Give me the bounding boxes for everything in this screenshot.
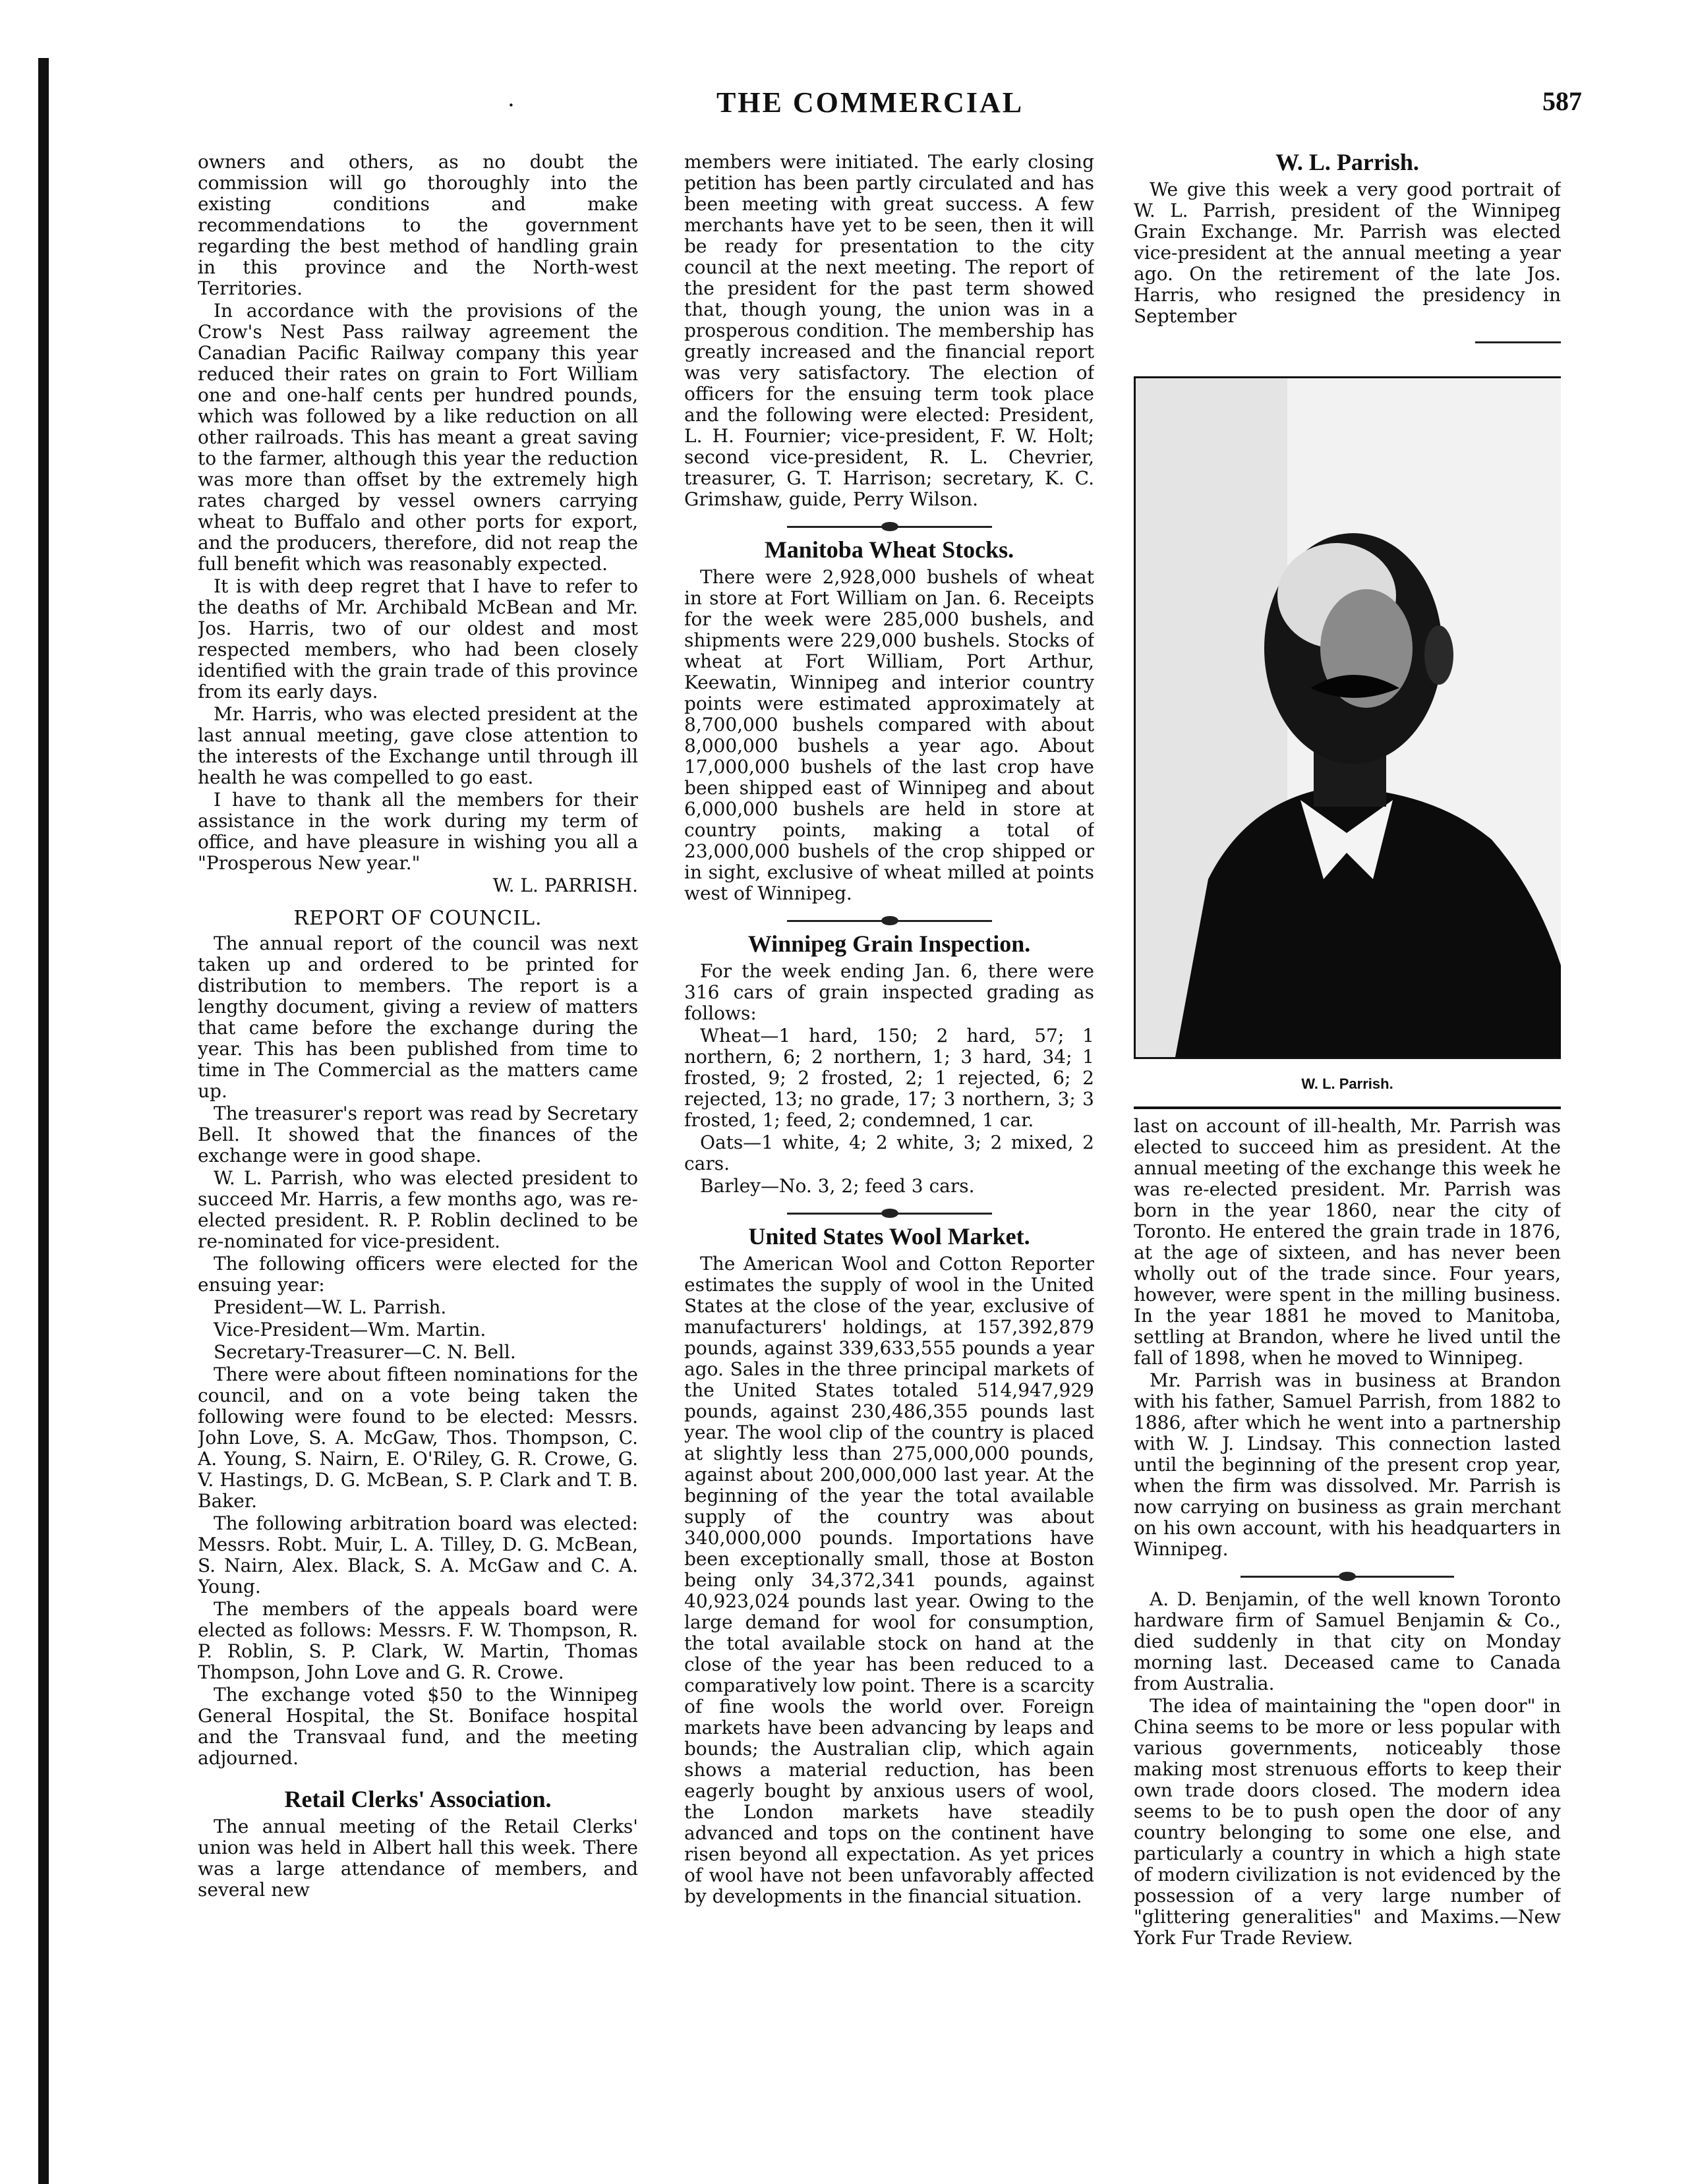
column-3 <box>1134 152 1561 2162</box>
portrait-photo <box>1134 376 1561 1059</box>
header-dot: . <box>508 86 515 112</box>
portrait-illustration <box>1136 378 1561 1057</box>
paragraph: W. L. Parrish, who was elected president to succeed Mr. Harris, a few months ago, was re-elected president. R. P. Roblin declined to be re-nominated for vice-president. <box>198 1167 638 1252</box>
section-separator <box>1134 1569 1561 1584</box>
paragraph: The exchange voted $50 to the Winnipeg General Hospital, the St. Boniface hospital and the Transvaal fund, and the meeting adjourned. <box>198 1684 638 1769</box>
wheat-stocks-heading: Manitoba Wheat Stocks. <box>764 536 1014 563</box>
paragraph: The annual report of the council was next taken up and ordered to be printed for distribution to members. The report is a lengthy document, giving a review of matters that came before the exchange during the year. This has been published from time to time in The Commercial as the matters came up. <box>198 933 638 1102</box>
paragraph: The following arbitration board was elected: Messrs. Robt. Muir, L. A. Tilley, D. G. McBean, S. Nairn, Alex. Black, S. A. McGaw and C. A. Young. <box>198 1512 638 1597</box>
paragraph: In accordance with the provisions of the Crow's Nest Pass railway agreement the Canadian Pacific Railway company this year reduced their rates on grain to Fort William one and one-half cents per hundred pounds, which was followed by a like reduction on all other railroads. This has meant a great saving to the farmer, although this year the reduction was more than offset by the extremely high rates charged by vessel owners carrying wheat to Buffalo and other ports for export, and the producers, therefore, did not reap the full benefit which was reasonably expected. <box>198 300 638 575</box>
column-1 <box>198 152 638 2162</box>
wool-market-heading: United States Wool Market. <box>748 1223 1030 1250</box>
portrait-caption: W. L. Parrish. <box>1301 1076 1393 1092</box>
officer-line: Secretary-Treasurer—C. N. Bell. <box>214 1341 516 1363</box>
section-separator <box>684 913 1094 928</box>
paragraph: The American Wool and Cotton Reporter estimates the supply of wool in the United States at the close of the year, exclusive of manufacturers' holdings, at 157,392,879 pounds, against 339,633,555 pounds a year ago. Sales in the three principal markets of the United States totaled 514,947,929 pounds, against 230,486,355 pounds last year. The wool clip of the country is placed at slightly less than 275,000,000 pounds, against about 200,000,000 last year. At the beginning of the year the total available supply of the country was about 340,000,000 pounds. Importations have been exceptionally small, those at Boston being only 34,372,341 pounds, against 40,923,024 pounds last year. Owing to the large demand for wool for consumption, the total available stock on hand at the close of the year has been reduced to a comparatively low point. There is a scarcity of fine wools the world over. Foreign markets have been advancing by leaps and bounds; the Australian clip, which again shows a material reduction, has been eagerly bought by anxious users of wool, the London markets have steadily advanced and tops on the continent have risen beyond all expectation. As yet prices of wool have not been unfavorably affected by developments in the financial situation. <box>684 1253 1094 1907</box>
page-number: 587 <box>1542 86 1582 116</box>
paragraph: Barley—No. 3, 2; feed 3 cars. <box>700 1175 975 1197</box>
paragraph: A. D. Benjamin, of the well known Toronto hardware firm of Samuel Benjamin & Co., died suddenly in that city on Monday morning last. Deceased came to Canada from Australia. <box>1134 1588 1561 1694</box>
column-2 <box>684 152 1094 2162</box>
parrish-heading: W. L. Parrish. <box>1275 152 1419 175</box>
paragraph: There were about fifteen nominations for the council, and on a vote being taken the following were found to be elected: Messrs. John Love, S. A. McGaw, Thos. Thompson, C. A. Young, S. Nairn, E. O'Riley, G. R. Crowe, G. V. Hastings, D. G. McBean, S. P. Clark and T. B. Baker. <box>198 1364 638 1512</box>
council-report-heading: REPORT OF COUNCIL. <box>293 907 542 930</box>
section-separator <box>684 1206 1094 1221</box>
paragraph: last on account of ill-health, Mr. Parrish was elected to succeed him as president. At the annual meeting of the exchange this week he was re-elected president. Mr. Parrish was born in the year 1860, near the city of Toronto. He entered the grain trade in 1876, at the age of sixteen, and has never been wholly out of the trade since. Four years, however, were spent in the milling business. In the year 1881 he moved to Manitoba, settling at Brandon, where he lived until the fall of 1898, when he moved to Winnipeg. <box>1134 1115 1561 1369</box>
paragraph: Wheat—1 hard, 150; 2 hard, 57; 1 northern, 6; 2 northern, 1; 3 hard, 34; 1 frosted, 9; 2 frosted, 2; 1 rejected, 6; 2 rejected, 13; no grade, 17; 3 northern, 3; 3 frosted, 1; feed, 2; condemned, 1 car. <box>684 1025 1094 1131</box>
paragraph: We give this week a very good portrait of W. L. Parrish, president of the Winnipeg Grain Exchange. Mr. Parrish was elected vice-president at the annual meeting a year ago. On the retirement of the late Jos. Harris, who resigned the presidency in September <box>1134 179 1561 327</box>
paragraph: For the week ending Jan. 6, there were 316 cars of grain inspected grading as follows: <box>684 960 1094 1024</box>
caption-rule <box>1134 1106 1561 1109</box>
paragraph: The idea of maintaining the "open door" in China seems to be more or less popular with various governments, noticeably those making most strenuous efforts to keep their own trade doors closed. The modern idea seems to be to push open the door of any country belonging to some one else, and particularly a country in which a high state of modern civilization is not evidenced by the possession of a very large number of "glittering generalities" and Maxims.—New York Fur Trade Review. <box>1134 1695 1561 1949</box>
paragraph: It is with deep regret that I have to refer to the deaths of Mr. Archibald McBean and Mr. Jos. Harris, two of our oldest and most respected members, who had been closely identified with the grain trade of this province from its early days. <box>198 575 638 703</box>
dash-rule <box>1475 341 1561 343</box>
officer-line: Vice-President—Wm. Martin. <box>214 1319 486 1340</box>
publication-title: THE COMMERCIAL <box>716 86 1024 119</box>
grain-inspection-heading: Winnipeg Grain Inspection. <box>747 931 1031 957</box>
paragraph: There were 2,928,000 bushels of wheat in store at Fort William on Jan. 6. Receipts for the week were 285,000 bushels, and shipments were 229,000 bushels. Stocks of wheat at Fort William, Port Arthur, Keewatin, Winnipeg and interior country points were estimated approximately at 8,700,000 bushels compared with about 8,000,000 bushels a year ago. About 17,000,000 bushels of the last crop have been shipped east of Winnipeg and about 6,000,000 bushels are held in store at country points, making a total of 23,000,000 bushels of the crop shipped or in sight, exclusive of wheat milled at points west of Winnipeg. <box>684 566 1094 904</box>
paragraph: The annual meeting of the Retail Clerks' union was held in Albert hall this week. There was a large attendance of members, and several new <box>198 1816 638 1901</box>
paragraph: The members of the appeals board were elected as follows: Messrs. F. W. Thompson, R. P. Roblin, S. P. Clark, W. Martin, Thomas Thompson, John Love and G. R. Crowe. <box>198 1598 638 1683</box>
binding-rule <box>38 58 49 2184</box>
paragraph: owners and others, as no doubt the commission will go thoroughly into the existing conditions and make recommendations to the government regarding the best method of handling grain in this province and the North-west Territories. <box>198 152 638 299</box>
officer-line: President—W. L. Parrish. <box>214 1296 447 1318</box>
retail-clerks-heading: Retail Clerks' Association. <box>284 1786 552 1812</box>
paragraph: members were initiated. The early closing petition has been partly circulated and has been meeting with great success. A few merchants have yet to be seen, then it will be ready for presentation to the city council at the next meeting. The report of the president for the past term showed that, though young, the union was in a prosperous condition. The membership has greatly increased and the financial report was very satisfactory. The election of officers for the ensuing term took place and the following were elected: President, L. H. Fournier; vice-president, F. W. Holt; second vice-president, R. L. Chevrier, treasurer, G. T. Harrison; secretary, K. C. Grimshaw, guide, Perry Wilson. <box>684 152 1094 510</box>
page-header <box>158 78 1582 124</box>
paragraph: I have to thank all the members for their assistance in the work during my term of office, and have pleasure in wishing you all a "Prosperous New year." <box>198 789 638 874</box>
paragraph: The treasurer's report was read by Secretary Bell. It showed that the finances of the exchange were in good shape. <box>198 1103 638 1166</box>
paragraph: Mr. Parrish was in business at Brandon with his father, Samuel Parrish, from 1882 to 1886, after which he went into a partnership with W. J. Lindsay. This connection lasted until the beginning of the present crop year, when the firm was dissolved. Mr. Parrish is now carrying on business as grain merchant on his own account, with his headquarters in Winnipeg. <box>1134 1369 1561 1560</box>
paragraph: The following officers were elected for the ensuing year: <box>198 1253 638 1296</box>
paragraph: Mr. Harris, who was elected president at the last annual meeting, gave close attention to the interests of the Exchange until through ill health he was compelled to go east. <box>198 703 638 788</box>
section-separator <box>684 519 1094 534</box>
paragraph: Oats—1 white, 4; 2 white, 3; 2 mixed, 2 cars. <box>684 1132 1094 1174</box>
signature: W. L. PARRISH. <box>492 875 638 896</box>
